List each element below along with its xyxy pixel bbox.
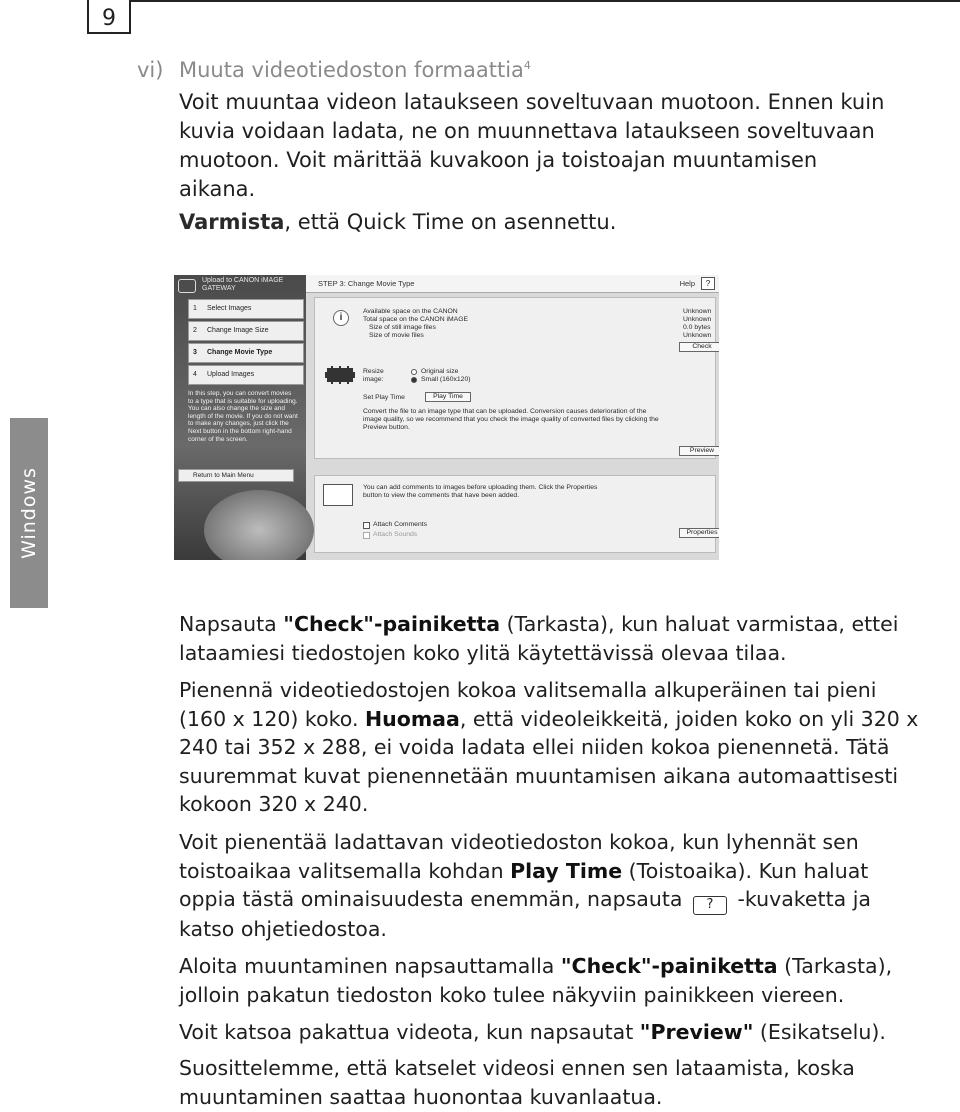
properties-button[interactable]: Properties [679, 528, 719, 538]
radio-original-size[interactable] [411, 369, 417, 375]
section-title-text: Muuta videotiedoston formaattia [179, 58, 524, 82]
play-time-label: Set Play Time [363, 394, 405, 401]
p4-bold: "Check"-painiketta [560, 954, 778, 978]
left-help-text: In this step, you can convert movies to a type that is suitable for uploading. You can also change the size and length of the movie. If you do not want to make any changes, just click the Next button in the bottom right-hand corner of the screen. [188, 390, 298, 443]
value-available: Unknown [683, 308, 712, 315]
step-change-movie-type[interactable]: 3 Change Movie Type [188, 343, 304, 363]
image-label: image: [363, 376, 384, 383]
play-time-button[interactable]: Play Time [425, 392, 471, 402]
quicktime-note-bold: Varmista [179, 210, 285, 234]
help-icon[interactable]: ? [701, 277, 715, 290]
p3-text-d: -kuvaketta ja katso ohjetiedostoa. [179, 887, 871, 941]
check-button[interactable]: Check [679, 342, 719, 352]
resize-label: Resize [363, 368, 384, 375]
info-icon: i [333, 310, 349, 326]
step-upload-images[interactable]: 4 Upload Images [188, 365, 304, 385]
p3-text-c: (Toistoaika). Kun haluat oppia tästä ominaisuudesta enemmän, napsauta [179, 858, 869, 911]
decorative-graphic [204, 490, 314, 560]
help-question-icon: ? [693, 896, 727, 915]
header-help-label[interactable]: Help [679, 279, 695, 288]
software-screenshot [174, 275, 719, 560]
footnote-ref: 4 [523, 59, 531, 72]
notepad-icon [323, 484, 353, 506]
canon-logo-icon [178, 279, 196, 293]
p1-text-c: (Tarkasta), kun haluat varmistaa, ettei lataamiesi tiedostojen koko ylitä käytettävissä olevaa tilaa. [179, 612, 899, 665]
app-title: Upload to CANON iMAGE GATEWAY [202, 277, 284, 292]
page-number-box [87, 0, 131, 34]
movie-size-label: Size of movie files [369, 332, 424, 339]
option-small-label: Small (160x120) [421, 376, 471, 383]
page-number: 9 [102, 6, 116, 31]
option-original-label: Original size [421, 368, 459, 375]
preview-button[interactable]: Preview [679, 446, 719, 456]
attach-comments-checkbox[interactable] [363, 522, 370, 529]
comments-note: You can add comments to images before uploading them. Click the Properties button to view the comments that have been added. [363, 484, 598, 499]
quicktime-note [179, 210, 616, 234]
p5-bold: "Preview" [639, 1020, 754, 1044]
p3-text-a: Voit pienentää ladattavan videotiedoston kokoa, kun lyhennät sen toistoaikaa valitsemalla kohdan [179, 830, 859, 883]
side-tab [10, 418, 48, 608]
paragraph-play-time [179, 828, 919, 944]
space-label: Available space on the CANON [363, 308, 458, 315]
value-still: 0.0 bytes [683, 324, 711, 331]
total-space-label: Total space on the CANON iMAGE [363, 316, 469, 323]
radio-small-size[interactable] [411, 377, 417, 383]
side-tab-label: Windows [18, 467, 40, 559]
attach-sounds-checkbox[interactable] [363, 532, 370, 539]
return-to-main-menu-button[interactable]: Return to Main Menu [178, 469, 294, 482]
section-marker: vi) [137, 58, 164, 82]
movie-type-panel [314, 297, 716, 459]
paragraph-preview [179, 1018, 919, 1047]
still-size-label: Size of still image files [369, 324, 436, 331]
comments-panel [314, 475, 716, 553]
p4-text-c: (Tarkasta), jolloin pakatun tiedoston koko tulee näkyviin painikkeen viereen. [179, 954, 893, 1007]
section-title [179, 58, 531, 82]
p1-bold: "Check"-painiketta [283, 612, 501, 636]
attach-comments-label: Attach Comments [373, 521, 428, 528]
paragraph-recommend: Suosittelemme, että katselet videosi ennen sen lataamista, koska muuntaminen saattaa huonontaa kuvanlaatua. [179, 1056, 855, 1109]
value-total: Unknown [683, 316, 712, 323]
header-step: STEP 3: Change Movie Type [318, 279, 415, 288]
screenshot-header [306, 275, 719, 293]
p2-text-c: , että videoleikkeitä, joiden koko on yli 320 x 240 tai 352 x 288, ei voida ladata ellei niiden kokoa pienennetä. Tätä suuremmat kuvat pienennetään muuntamisen aikana automaattisesti kokoon 320 x 240. [179, 706, 919, 816]
p2-bold: Huomaa [364, 706, 460, 731]
p2-text-a: Pienennä videotiedostojen kokoa valitsemalla alkuperäinen tai pieni (160 x 120) koko. [179, 678, 877, 731]
value-movie: Unknown [683, 332, 712, 339]
left-pane [174, 275, 306, 560]
step-select-images[interactable]: 1 Select Images [188, 299, 304, 319]
paragraph-start-conversion [179, 952, 919, 1009]
intro-paragraph: Voit muuntaa videon lataukseen soveltuvaan muotoon. Ennen kuin kuvia voidaan ladata, ne on muunnettava lataukseen soveltuvaan muotoon. Voit märittää kuvakoon ja toistoajan muuntamisen aikana. [179, 90, 885, 201]
step-change-image-size[interactable]: 2 Change Image Size [188, 321, 304, 341]
p4-text-a: Aloita muuntaminen napsauttamalla [179, 954, 561, 978]
p5-text-c: (Esikatselu). [753, 1020, 886, 1044]
paragraph-resize [179, 676, 919, 819]
p3-bold: Play Time [510, 858, 623, 883]
quicktime-note-rest: , että Quick Time on asennettu. [284, 210, 617, 234]
film-icon [325, 366, 355, 384]
paragraph-check [179, 610, 919, 667]
top-rule [131, 0, 960, 2]
attach-sounds-label: Attach Sounds [373, 531, 418, 538]
convert-note: Convert the file to an image type that can be uploaded. Conversion causes deterioration of the image quality, so we recommend that you check the image quality of converted files by clicking the Preview button. [363, 408, 659, 431]
p1-text-a: Napsauta [179, 612, 284, 636]
p5-text-a: Voit katsoa pakattua videota, kun napsautat [179, 1020, 640, 1044]
